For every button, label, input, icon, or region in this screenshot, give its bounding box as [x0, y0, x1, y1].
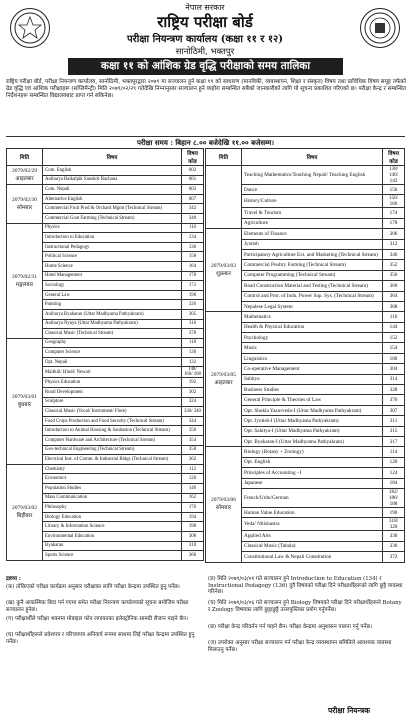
note-item: (घ) परीक्षार्थीहरूले प्रवेशपत्र र परिचयपत्र अनिवार्य रूपमा साथमा लिई परीक्षा केन्द्रमा उपस्थित हुनु पर्नेछ।: [6, 632, 195, 645]
subject-name: Control and Prot. of Indu. Power Sup. Sys. (Technical Stream): [242, 291, 383, 301]
subject-code: 366: [182, 551, 204, 561]
subject-code: 358: [182, 445, 204, 455]
subject-code: 144: [383, 322, 405, 332]
header-code: विषय कोड: [182, 149, 204, 166]
header-subject: विषय: [242, 149, 383, 166]
subject-name: Introduction to Animal Housing & Sanitation (Technical Stream): [43, 426, 182, 436]
subject-name: Rural Development: [43, 388, 182, 398]
subject-name: Introduction to Education: [43, 233, 182, 243]
subject-name: Nepalese Legal System: [242, 301, 383, 311]
subject-code: 124: [383, 468, 405, 478]
subject-name: Sports Science: [43, 551, 182, 561]
subject-code: 116: [383, 312, 405, 322]
subject-name: Jyotish: [242, 239, 383, 249]
subject-code: 152: [383, 333, 405, 343]
subject-code: 154: [383, 343, 405, 353]
subject-code: 162: [182, 493, 204, 503]
subject-name: Human Value Education: [242, 507, 383, 517]
subject-code: 352: [383, 260, 405, 270]
subject-code: 330: [383, 531, 405, 541]
exam-date-cell: [7, 185, 43, 223]
subject-name: Food Crops Production and Food Security (Technical Stream): [43, 416, 182, 426]
subject-name: Physics Education: [43, 378, 182, 388]
subject-name: French/Urdu/German: [242, 488, 383, 507]
subject-code: 192: [182, 378, 204, 388]
subject-name: Byakaran: [43, 541, 182, 551]
signature-label: परीक्षा नियन्त्रक: [328, 706, 370, 715]
subject-name: Political Science: [43, 252, 182, 262]
office-name: परीक्षा नियन्त्रण कार्यालय (कक्षा ११ र १२): [127, 34, 283, 45]
subject-code: 156/ 166: [383, 195, 405, 208]
subject-name: Geo-technical Engineering (Technical Stream): [43, 445, 182, 455]
subject-code: 354: [182, 436, 204, 446]
note-item: (ज) उपरोक्त अनुसार परीक्षा सञ्चालन गर्न परीक्षा केन्द्र व्यवस्थापन समितिले आवश्यक व्यवस्था मिलाउनु पर्नेछ।: [208, 640, 392, 653]
subject-code: 132: [182, 357, 204, 367]
board-logo-icon: [360, 8, 400, 48]
subject-name: Japanese: [242, 478, 383, 488]
subject-name: Road Construction Material and Testing (Technical Stream): [242, 281, 383, 291]
subject-name: Opt. Jyotish-I (Uttar Madhyama Pathyakram): [242, 416, 383, 426]
subject-name: Maithili/ Hindi/ Newari: [43, 367, 182, 378]
subject-name: Dance: [242, 185, 383, 195]
subject-name: Linguistics: [242, 353, 383, 363]
subject-code: 364: [383, 291, 405, 301]
subject-name: Travel & Tourism: [242, 208, 383, 218]
board-name: राष्ट्रिय परीक्षा बोर्ड: [157, 13, 253, 31]
table-header-row: [206, 149, 405, 166]
subject-name: Anibarya Nyaya (Uttar Madhyama Pathyakram): [43, 319, 182, 329]
subject-code: 304: [383, 364, 405, 374]
subject-code: 134: [182, 233, 204, 243]
subject-name: General Law: [43, 290, 182, 300]
exam-day: बुधबार: [17, 402, 32, 409]
subject-name: Elements of Finance: [242, 229, 383, 239]
subject-code: 126: [182, 474, 204, 484]
subject-code: 146: [182, 484, 204, 494]
subject-name: Co-operative Management: [242, 364, 383, 374]
subject-code: 328: [383, 385, 405, 395]
page-header: [0, 0, 411, 90]
subject-name: Biology (Botany + Zoology): [242, 447, 383, 457]
office-location: सानोठिमी, भक्तपुर: [175, 47, 235, 57]
subject-name: Agriculture: [242, 218, 383, 228]
exam-date: 2079/03/06: [210, 497, 237, 504]
table-row: [7, 166, 204, 176]
exam-date-cell: [206, 447, 242, 562]
subject-code: 180: [383, 353, 405, 363]
subject-name: Sculpture: [43, 397, 182, 407]
note-item: (ग) परीक्षार्थीले परीक्षा भवनमा मोबाइल फोन लगायतका इलेक्ट्रोनिक सामग्री लैजान पाइने छैन।: [6, 616, 189, 622]
header-subject: विषय: [43, 149, 182, 166]
subject-code: 176: [182, 503, 204, 513]
subject-code: 307: [383, 405, 405, 415]
subject-code: 356: [383, 270, 405, 280]
subject-name: Environmental Education: [43, 531, 182, 541]
table-header-row: [7, 149, 204, 166]
subject-name: Sociology: [43, 281, 182, 291]
subject-name: Philosophy: [43, 503, 182, 513]
subject-name: Com. Nepali: [43, 185, 182, 195]
subject-code: 170: [182, 271, 204, 281]
subject-code: 194: [182, 512, 204, 522]
header-date: मिति: [7, 149, 43, 166]
table-row: [7, 223, 204, 233]
exam-date: 2079/03/02: [11, 505, 38, 512]
subject-code: 130: [182, 348, 204, 358]
subject-code: 150: [383, 185, 405, 195]
subject-code: 112: [182, 464, 204, 474]
subject-name: Opt. Shukla Yazurveda-I (Uttar Madhyama Pathyakram): [242, 405, 383, 415]
subject-name: Computer Programming (Technical Stream): [242, 270, 383, 280]
subject-code: 362: [182, 455, 204, 465]
subject-code: 326: [182, 300, 204, 310]
subject-code: 164: [182, 261, 204, 271]
subject-code: 348: [182, 213, 204, 223]
subject-name: Classical Music (Tabala): [242, 541, 383, 551]
page-title: कक्षा ११ को आंशिक ग्रेड वृद्धि परीक्षाको समय तालिका: [68, 58, 343, 75]
note-item: (क) तोकिएको परीक्षा कार्यक्रम अनुसार परीक्षाका लागि परीक्षा केन्द्रमा उपस्थित हुनु पर्नेछ।: [6, 584, 180, 590]
subject-name: Painting: [43, 300, 182, 310]
subject-code: 318/ 320: [383, 518, 405, 531]
subject-code: 308: [182, 531, 204, 541]
subject-code: 372: [383, 552, 405, 562]
subject-name: Psychology: [242, 333, 383, 343]
exam-date-cell: [7, 464, 43, 560]
subject-code: 336/ 340: [182, 407, 204, 417]
subject-code: 158: [182, 252, 204, 262]
exam-date-cell: [206, 312, 242, 447]
subject-name: Hotel Management: [43, 271, 182, 281]
subject-name: Opt. Byakaran-I (Uttar Madhyama Pathyakram): [242, 436, 383, 446]
subject-code: 317: [383, 436, 405, 446]
subject-name: History/Culture: [242, 195, 383, 208]
subject-code: 344: [182, 416, 204, 426]
subject-code: 336: [383, 541, 405, 551]
table-row: [7, 185, 204, 195]
subject-name: Physics: [43, 223, 182, 233]
subject-name: Commercial Fruit Prod & Orchard Mgmt (Technical Stream): [43, 204, 182, 214]
subject-code: 007: [182, 194, 204, 204]
exam-day: सोमबार: [16, 204, 33, 211]
subject-code: 324: [182, 397, 204, 407]
subject-name: General Principle & Theories of Law: [242, 395, 383, 405]
subject-name: Mass Communication: [43, 493, 182, 503]
subject-name: Chemistry: [43, 464, 182, 474]
subject-name: Computer Science: [43, 348, 182, 358]
subject-name: Applied Arts: [242, 531, 383, 541]
subject-code: 136: [182, 242, 204, 252]
schedule-table-left: [6, 148, 204, 561]
subject-code: 148/ 160/ 168: [182, 367, 204, 378]
note-item: (ङ) मिति २०७९/०३/०१ गते सञ्चालन हुने Introduction to Education (134) र Instructional Pedagogy (136) दुवै विषयको परीक्षा दिने परीक्षार्थीहरूको लागि छुट्टै व्यवस्था गरिनेछ।: [208, 576, 403, 596]
note-item: (च) मिति २०७९/०३/०६ गते सञ्चालन हुने Biology विषयको परीक्षा दिने परीक्षार्थीहरूले Botany र Zoology विषयका लागि छुट्टाछुट्टै उत्तरपुस्तिका प्रयोग गर्नुपर्नेछ।: [208, 600, 402, 613]
exam-date-cell: [7, 166, 43, 185]
subject-name: Business Studies: [242, 385, 383, 395]
subject-name: Principles of Accounting –I: [242, 468, 383, 478]
emblem-graphic: [13, 11, 47, 45]
subject-code: 120: [383, 457, 405, 467]
exam-date: 2079/02/30: [11, 196, 38, 203]
subject-code: 002: [182, 166, 204, 176]
subject-name: Instructional Pedagogy: [43, 242, 182, 252]
subject-code: 315: [383, 426, 405, 436]
subject-code: 306: [383, 229, 405, 239]
header-code: विषय कोड: [383, 149, 405, 166]
subject-name: Participatory Agriculture Ext. and Marketing (Technical Stream): [242, 249, 383, 259]
subject-name: Library & Information Science: [43, 522, 182, 532]
subject-name: Opt. Nepali: [43, 357, 182, 367]
subject-name: Opt. Sahitya-I (Uttar Madhyama Pathyakram): [242, 426, 383, 436]
exam-date-cell: [7, 338, 43, 464]
subject-code: 342: [182, 204, 204, 214]
subject-name: Anibarya Byakaran (Uttar Madhyama Pathyakram): [43, 309, 182, 319]
subject-code: 370: [383, 395, 405, 405]
subject-name: Alternative English: [43, 194, 182, 204]
subject-code: 182/ 186/ 188: [383, 488, 405, 507]
exam-date: 2079/03/03: [210, 263, 237, 270]
schedule-table-right: [205, 148, 405, 563]
subject-name: Classical Music (Technical Stream): [43, 329, 182, 339]
table-row: [206, 312, 405, 322]
subject-code: 368: [383, 301, 405, 311]
exam-day: मङ्गलबार: [15, 281, 34, 288]
table-row: [206, 166, 405, 185]
exam-day: शुक्रबार: [216, 271, 231, 278]
table-row: [206, 229, 405, 239]
exam-time-label: परीक्षा समय : बिहान ८.०० बजेदेखि ११.०० बजेसम्म।: [6, 136, 405, 148]
subject-name: Geography: [43, 338, 182, 348]
exam-day: आइतबार: [15, 176, 34, 183]
subject-code: 138/ 140/ 142: [383, 166, 405, 185]
subject-name: Veda/ Nitishastra: [242, 518, 383, 531]
subject-name: Population Studies: [43, 484, 182, 494]
subject-code: 350: [182, 426, 204, 436]
subject-name: Classical Music (Vocal/ Instrument/ Flute): [43, 407, 182, 417]
subject-code: 378: [182, 329, 204, 339]
subject-code: 110: [182, 223, 204, 233]
exam-date: 2079/02/31: [11, 273, 38, 280]
subject-code: 172: [182, 281, 204, 291]
subject-code: 198: [182, 522, 204, 532]
table-row: [7, 338, 204, 348]
note-item: (छ) परीक्षा केन्द्र परिवर्तन गर्न पाइने छैन। परीक्षा केन्द्रमा अनुशासन पालना गर्नु पर्नेछ।: [208, 624, 373, 630]
table-row: [7, 464, 204, 474]
intro-paragraph: राष्ट्रिय परीक्षा बोर्ड, परीक्षा नियन्त्रण कार्यालय, सानोठिमी, भक्तपुरद्वारा २०७९ मा सञ्चालन हुने कक्षा ११ को साधारण (मानविकी, व्यवस्थापन, शिक्षा र संस्कृत) विषय तथा प्राविधिक विषय समूह तर्फको ग्रेड वृद्धि एवं आंशिक परीक्षाहरू (सप्लिमेन्ट्री) मिति २०७९/०२/२९ गतेदेखि निम्नानुसार सञ्चालन हुने व्यहोरा सम्बन्धित सबैको जानकारीको लागि यो सूचना प्रकाशित गरिएको छ। परीक्षा केन्द्र र सम्बन्धित निर्देशनहरू सम्बन्धित विद्यालयबाट प्राप्त गर्न सकिनेछ।: [6, 79, 406, 100]
subject-name: Health & Physical Education: [242, 322, 383, 332]
exam-day: आइतबार: [214, 380, 233, 387]
header-date: मिति: [206, 149, 242, 166]
exam-date-cell: [7, 223, 43, 338]
subject-code: 118: [182, 338, 204, 348]
exam-date-cell: [206, 229, 242, 312]
subject-name: Commercial Poultry Farming (Technical Stream): [242, 260, 383, 270]
subject-code: 316: [182, 319, 204, 329]
subject-name: Music: [242, 343, 383, 353]
exam-day: सोमबार: [215, 505, 232, 512]
subject-name: Commercial Goat Farming (Technical Stream): [43, 213, 182, 223]
subject-code: 346: [383, 249, 405, 259]
exam-date: 2079/02/29: [11, 168, 38, 175]
subject-name: Anibarya Baikalpik Sanskrit Rachana: [43, 175, 182, 185]
note-item: (ख) कुनै आकस्मिक बिदा पर्न गएमा समेत परीक्षा नियन्त्रण कार्यालयको सूचना बमोजिम परीक्षा सञ्चालन हुनेछ।: [6, 600, 189, 613]
subject-name: Opt. English: [242, 457, 383, 467]
government-name: नेपाल सरकार: [185, 3, 225, 12]
subject-code: 311: [383, 416, 405, 426]
subject-name: Constitutional Law & Nepali Constitution: [242, 552, 383, 562]
subject-name: Com. English: [43, 166, 182, 176]
subject-name: Electrical Inst. of Comm. & Industrial Bldgs (Technical Stream): [43, 455, 182, 465]
table-row: [206, 447, 405, 457]
subject-code: 196: [182, 290, 204, 300]
subject-code: 001: [182, 175, 204, 185]
subject-code: 310: [182, 541, 204, 551]
exam-day: बिहीबार: [16, 513, 33, 520]
subject-name: Economics: [43, 474, 182, 484]
subject-code: 184: [383, 478, 405, 488]
subject-code: 302: [182, 388, 204, 398]
subject-code: 190: [383, 507, 405, 517]
subject-code: 360: [383, 281, 405, 291]
subject-code: 003: [182, 185, 204, 195]
exam-date: 2079/03/05: [210, 372, 237, 379]
subject-name: Mathematics: [242, 312, 383, 322]
subject-code: 174: [383, 208, 405, 218]
subject-name: Biology Education: [43, 512, 182, 522]
subject-code: 314: [383, 374, 405, 384]
subject-name: Teaching Mathematics/Teaching Nepali/ Teaching English: [242, 166, 383, 185]
subject-name: Sahitya: [242, 374, 383, 384]
subject-code: 312: [383, 239, 405, 249]
notes-heading: द्रष्टव्य :: [6, 576, 21, 582]
exam-date: 2079/03/01: [11, 394, 38, 401]
subject-name: Home Science: [43, 261, 182, 271]
subject-name: Computer Hardware and Architecture (Technical Stream): [43, 436, 182, 446]
subject-code: 114: [383, 447, 405, 457]
board-logo-graphic: [363, 11, 397, 45]
government-emblem-icon: [10, 8, 50, 48]
exam-date-cell: [206, 166, 242, 229]
subject-code: 178: [383, 218, 405, 228]
subject-code: 305: [182, 309, 204, 319]
